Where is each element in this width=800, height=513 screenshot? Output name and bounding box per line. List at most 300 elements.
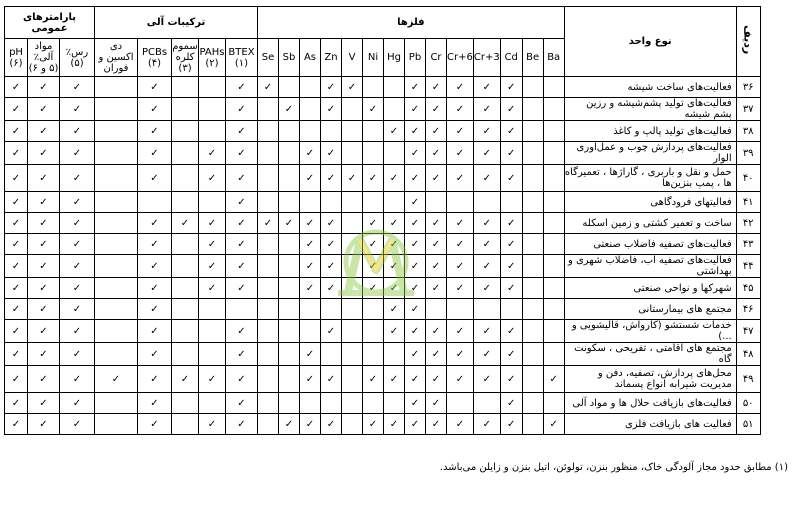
check-mark: ✓ (500, 165, 522, 192)
check-mark: ✓ (199, 142, 226, 165)
check-mark: ✓ (138, 121, 172, 142)
empty-cell (258, 121, 279, 142)
check-mark: ✓ (384, 213, 405, 234)
empty-cell (543, 142, 564, 165)
metal-header: Be (522, 39, 543, 77)
check-mark: ✓ (363, 213, 384, 234)
empty-cell (172, 142, 199, 165)
empty-cell (279, 343, 300, 366)
check-mark: ✓ (28, 234, 60, 255)
check-mark: ✓ (405, 234, 426, 255)
check-mark: ✓ (28, 98, 60, 121)
check-mark: ✓ (473, 77, 500, 98)
empty-cell (279, 393, 300, 414)
check-mark: ✓ (405, 343, 426, 366)
check-mark: ✓ (300, 255, 321, 278)
check-mark: ✓ (138, 414, 172, 435)
table-row (5, 366, 761, 393)
unit-type-cell: حمل و نقل و باربری ، گاراژها ، تعمیرگاه ها ، پمپ بنزین‌ها (564, 165, 736, 192)
check-mark: ✓ (321, 366, 342, 393)
table-row (5, 343, 761, 366)
check-mark: ✓ (28, 320, 60, 343)
unit-type-cell: مجتمع های اقامتی ، تفریحی ، سکونت گاه (564, 343, 736, 366)
table-row (5, 414, 761, 435)
check-mark: ✓ (60, 121, 95, 142)
check-mark: ✓ (60, 77, 95, 98)
footnote: (۱) مطابق حدود مجاز آلودگی خاک، منظور بنزن، تولوئن، اتیل بنزن و زایلن می‌باشد. (439, 462, 788, 473)
check-mark: ✓ (28, 213, 60, 234)
empty-cell (384, 98, 405, 121)
row-number-cell: ۴۲ (736, 213, 760, 234)
check-mark: ✓ (473, 320, 500, 343)
empty-cell (172, 255, 199, 278)
organic-param-header: دی اکسین و فوران (95, 39, 138, 77)
empty-cell (363, 192, 384, 213)
check-mark: ✓ (60, 213, 95, 234)
empty-cell (543, 165, 564, 192)
check-mark: ✓ (405, 414, 426, 435)
check-mark: ✓ (199, 366, 226, 393)
empty-cell (473, 393, 500, 414)
empty-cell (473, 192, 500, 213)
empty-cell (342, 98, 363, 121)
empty-cell (342, 320, 363, 343)
check-mark: ✓ (405, 366, 426, 393)
check-mark: ✓ (5, 414, 28, 435)
unit-type-cell: ساخت و تعمیر کشتی و زمین اسکله (564, 213, 736, 234)
check-mark: ✓ (473, 234, 500, 255)
check-mark: ✓ (363, 366, 384, 393)
check-mark: ✓ (60, 278, 95, 299)
empty-cell (199, 299, 226, 320)
empty-cell (543, 278, 564, 299)
check-mark: ✓ (405, 320, 426, 343)
empty-cell (95, 414, 138, 435)
empty-cell (522, 255, 543, 278)
check-mark: ✓ (5, 366, 28, 393)
organic-param-header: PAHs (۲) (199, 39, 226, 77)
check-mark: ✓ (226, 414, 258, 435)
general-param-header: مواد آلی٪ (۵ و ۶) (28, 39, 60, 77)
empty-cell (342, 121, 363, 142)
empty-cell (522, 192, 543, 213)
check-mark: ✓ (5, 77, 28, 98)
metal-header: As (300, 39, 321, 77)
empty-cell (363, 121, 384, 142)
empty-cell (447, 393, 474, 414)
empty-cell (342, 343, 363, 366)
check-mark: ✓ (199, 165, 226, 192)
empty-cell (426, 192, 447, 213)
empty-cell (279, 234, 300, 255)
check-mark: ✓ (226, 255, 258, 278)
check-mark: ✓ (405, 165, 426, 192)
empty-cell (363, 393, 384, 414)
check-mark: ✓ (543, 414, 564, 435)
check-mark: ✓ (500, 414, 522, 435)
check-mark: ✓ (426, 393, 447, 414)
check-mark: ✓ (5, 121, 28, 142)
check-mark: ✓ (384, 299, 405, 320)
empty-cell (543, 98, 564, 121)
check-mark: ✓ (138, 98, 172, 121)
check-mark: ✓ (426, 343, 447, 366)
check-mark: ✓ (405, 98, 426, 121)
check-mark: ✓ (95, 366, 138, 393)
empty-cell (172, 343, 199, 366)
empty-cell (500, 192, 522, 213)
empty-cell (199, 320, 226, 343)
check-mark: ✓ (60, 320, 95, 343)
check-mark: ✓ (279, 414, 300, 435)
empty-cell (199, 121, 226, 142)
check-mark: ✓ (28, 393, 60, 414)
empty-cell (279, 77, 300, 98)
empty-cell (363, 77, 384, 98)
empty-cell (500, 299, 522, 320)
empty-cell (172, 234, 199, 255)
check-mark: ✓ (60, 393, 95, 414)
unit-type-cell: فعالیت‌های تولید پشم‌شیشه و رزین پشم شیشه (564, 98, 736, 121)
unit-type-cell: فعالیت‌های تولید پالپ و کاغذ (564, 121, 736, 142)
check-mark: ✓ (500, 366, 522, 393)
check-mark: ✓ (426, 121, 447, 142)
empty-cell (522, 299, 543, 320)
empty-cell (279, 255, 300, 278)
unit-type-cell: فعالیت های بازیافت فلزی (564, 414, 736, 435)
check-mark: ✓ (473, 213, 500, 234)
unit-type-cell: خدمات شستشو (کارواش، قالیشویی و ...) (564, 320, 736, 343)
empty-cell (522, 213, 543, 234)
unit-type-cell: محل‌های پردازش، تصفیه، دفن و مدیریت شیرابه انواع پسماند (564, 366, 736, 393)
row-number-cell: ۴۰ (736, 165, 760, 192)
check-mark: ✓ (5, 142, 28, 165)
check-mark: ✓ (384, 255, 405, 278)
empty-cell (258, 142, 279, 165)
check-mark: ✓ (405, 393, 426, 414)
empty-cell (95, 77, 138, 98)
empty-cell (522, 234, 543, 255)
empty-cell (95, 255, 138, 278)
check-mark: ✓ (473, 142, 500, 165)
general-param-header: pH (۶) (5, 39, 28, 77)
check-mark: ✓ (5, 98, 28, 121)
check-mark: ✓ (199, 278, 226, 299)
check-mark: ✓ (138, 165, 172, 192)
check-mark: ✓ (199, 414, 226, 435)
check-mark: ✓ (279, 98, 300, 121)
empty-cell (172, 414, 199, 435)
check-mark: ✓ (5, 192, 28, 213)
empty-cell (543, 121, 564, 142)
empty-cell (258, 299, 279, 320)
row-number-cell: ۴۷ (736, 320, 760, 343)
empty-cell (363, 343, 384, 366)
check-mark: ✓ (60, 98, 95, 121)
empty-cell (384, 343, 405, 366)
check-mark: ✓ (500, 98, 522, 121)
metal-header: Pb (405, 39, 426, 77)
check-mark: ✓ (28, 366, 60, 393)
check-mark: ✓ (500, 343, 522, 366)
check-mark: ✓ (258, 213, 279, 234)
check-mark: ✓ (384, 121, 405, 142)
check-mark: ✓ (28, 255, 60, 278)
empty-cell (300, 77, 321, 98)
check-mark: ✓ (384, 366, 405, 393)
check-mark: ✓ (138, 213, 172, 234)
check-mark: ✓ (543, 366, 564, 393)
empty-cell (172, 165, 199, 192)
metal-header: Ba (543, 39, 564, 77)
check-mark: ✓ (60, 192, 95, 213)
empty-cell (279, 165, 300, 192)
empty-cell (522, 165, 543, 192)
check-mark: ✓ (28, 414, 60, 435)
check-mark: ✓ (300, 278, 321, 299)
empty-cell (342, 414, 363, 435)
empty-cell (384, 142, 405, 165)
check-mark: ✓ (226, 165, 258, 192)
empty-cell (138, 192, 172, 213)
row-number-cell: ۴۶ (736, 299, 760, 320)
check-mark: ✓ (321, 414, 342, 435)
check-mark: ✓ (138, 366, 172, 393)
empty-cell (300, 121, 321, 142)
check-mark: ✓ (138, 299, 172, 320)
check-mark: ✓ (321, 213, 342, 234)
check-mark: ✓ (342, 165, 363, 192)
unit-type-cell: شهرکها و نواحی صنعتی (564, 278, 736, 299)
check-mark: ✓ (500, 213, 522, 234)
check-mark: ✓ (226, 142, 258, 165)
check-mark: ✓ (28, 299, 60, 320)
row-number-cell: ۳۷ (736, 98, 760, 121)
row-number-cell: ۵۰ (736, 393, 760, 414)
check-mark: ✓ (138, 343, 172, 366)
check-mark: ✓ (5, 213, 28, 234)
empty-cell (95, 393, 138, 414)
table-row (5, 192, 761, 213)
check-mark: ✓ (405, 278, 426, 299)
empty-cell (522, 98, 543, 121)
check-mark: ✓ (447, 414, 474, 435)
empty-cell (172, 121, 199, 142)
empty-cell (199, 98, 226, 121)
unit-type-cell: فعالیت‌های ساخت شیشه (564, 77, 736, 98)
empty-cell (95, 234, 138, 255)
check-mark: ✓ (28, 165, 60, 192)
metals-header: فلزها (258, 7, 565, 39)
empty-cell (258, 343, 279, 366)
organic-param-header: PCBs (۴) (138, 39, 172, 77)
empty-cell (522, 77, 543, 98)
check-mark: ✓ (500, 142, 522, 165)
check-mark: ✓ (500, 234, 522, 255)
empty-cell (300, 299, 321, 320)
empty-cell (300, 393, 321, 414)
empty-cell (300, 98, 321, 121)
check-mark: ✓ (426, 213, 447, 234)
check-mark: ✓ (226, 121, 258, 142)
empty-cell (522, 366, 543, 393)
metal-header: Cd (500, 39, 522, 77)
check-mark: ✓ (226, 77, 258, 98)
check-mark: ✓ (473, 278, 500, 299)
table-row (5, 98, 761, 121)
check-mark: ✓ (5, 165, 28, 192)
check-mark: ✓ (321, 278, 342, 299)
empty-cell (172, 299, 199, 320)
check-mark: ✓ (473, 366, 500, 393)
empty-cell (258, 192, 279, 213)
empty-cell (543, 255, 564, 278)
empty-cell (522, 121, 543, 142)
check-mark: ✓ (258, 77, 279, 98)
check-mark: ✓ (384, 278, 405, 299)
check-mark: ✓ (405, 299, 426, 320)
row-number-cell: ۳۹ (736, 142, 760, 165)
empty-cell (258, 165, 279, 192)
empty-cell (300, 192, 321, 213)
check-mark: ✓ (473, 98, 500, 121)
check-mark: ✓ (405, 192, 426, 213)
table-row (5, 320, 761, 343)
empty-cell (363, 142, 384, 165)
check-mark: ✓ (426, 98, 447, 121)
check-mark: ✓ (500, 77, 522, 98)
check-mark: ✓ (172, 366, 199, 393)
check-mark: ✓ (405, 255, 426, 278)
empty-cell (342, 192, 363, 213)
check-mark: ✓ (426, 255, 447, 278)
empty-cell (321, 121, 342, 142)
empty-cell (543, 192, 564, 213)
table-row (5, 165, 761, 192)
check-mark: ✓ (300, 213, 321, 234)
row-number-header: ردیف (736, 7, 760, 77)
empty-cell (543, 393, 564, 414)
check-mark: ✓ (500, 320, 522, 343)
check-mark: ✓ (405, 142, 426, 165)
check-mark: ✓ (447, 320, 474, 343)
check-mark: ✓ (5, 234, 28, 255)
check-mark: ✓ (5, 278, 28, 299)
empty-cell (342, 393, 363, 414)
row-number-cell: ۴۱ (736, 192, 760, 213)
check-mark: ✓ (447, 366, 474, 393)
check-mark: ✓ (363, 278, 384, 299)
empty-cell (95, 320, 138, 343)
check-mark: ✓ (300, 165, 321, 192)
empty-cell (384, 192, 405, 213)
check-mark: ✓ (28, 192, 60, 213)
empty-cell (199, 77, 226, 98)
empty-cell (384, 393, 405, 414)
check-mark: ✓ (426, 278, 447, 299)
metal-header: Sb (279, 39, 300, 77)
empty-cell (543, 234, 564, 255)
check-mark: ✓ (363, 234, 384, 255)
empty-cell (172, 393, 199, 414)
empty-cell (543, 299, 564, 320)
empty-cell (543, 213, 564, 234)
empty-cell (95, 142, 138, 165)
check-mark: ✓ (426, 414, 447, 435)
empty-cell (258, 320, 279, 343)
check-mark: ✓ (226, 234, 258, 255)
check-mark: ✓ (300, 142, 321, 165)
check-mark: ✓ (426, 366, 447, 393)
empty-cell (543, 343, 564, 366)
empty-cell (279, 142, 300, 165)
empty-cell (172, 192, 199, 213)
empty-cell (279, 366, 300, 393)
check-mark: ✓ (279, 213, 300, 234)
check-mark: ✓ (447, 213, 474, 234)
empty-cell (172, 278, 199, 299)
check-mark: ✓ (5, 255, 28, 278)
unit-type-header: نوع واحد (564, 7, 736, 77)
check-mark: ✓ (473, 414, 500, 435)
empty-cell (95, 213, 138, 234)
check-mark: ✓ (226, 343, 258, 366)
check-mark: ✓ (473, 121, 500, 142)
check-mark: ✓ (5, 343, 28, 366)
empty-cell (172, 77, 199, 98)
empty-cell (384, 77, 405, 98)
empty-cell (522, 343, 543, 366)
row-number-cell: ۵۱ (736, 414, 760, 435)
check-mark: ✓ (60, 234, 95, 255)
organic-compounds-header: ترکیبات آلی (95, 7, 258, 39)
check-mark: ✓ (60, 299, 95, 320)
empty-cell (95, 343, 138, 366)
check-mark: ✓ (138, 393, 172, 414)
general-params-header: پارامترهای عمومی (5, 7, 95, 39)
check-mark: ✓ (321, 142, 342, 165)
empty-cell (95, 121, 138, 142)
check-mark: ✓ (199, 213, 226, 234)
check-mark: ✓ (138, 142, 172, 165)
check-mark: ✓ (5, 320, 28, 343)
row-number-cell: ۴۵ (736, 278, 760, 299)
check-mark: ✓ (60, 343, 95, 366)
empty-cell (258, 366, 279, 393)
empty-cell (543, 320, 564, 343)
check-mark: ✓ (321, 255, 342, 278)
check-mark: ✓ (321, 77, 342, 98)
check-mark: ✓ (28, 142, 60, 165)
check-mark: ✓ (60, 366, 95, 393)
check-mark: ✓ (60, 414, 95, 435)
check-mark: ✓ (384, 320, 405, 343)
check-mark: ✓ (500, 255, 522, 278)
check-mark: ✓ (500, 278, 522, 299)
check-mark: ✓ (321, 98, 342, 121)
empty-cell (95, 165, 138, 192)
check-mark: ✓ (226, 213, 258, 234)
empty-cell (473, 299, 500, 320)
metal-header: Cr+6 (447, 39, 474, 77)
check-mark: ✓ (28, 343, 60, 366)
check-mark: ✓ (447, 165, 474, 192)
check-mark: ✓ (28, 278, 60, 299)
check-mark: ✓ (473, 165, 500, 192)
metal-header: Zn (321, 39, 342, 77)
check-mark: ✓ (60, 165, 95, 192)
empty-cell (258, 414, 279, 435)
